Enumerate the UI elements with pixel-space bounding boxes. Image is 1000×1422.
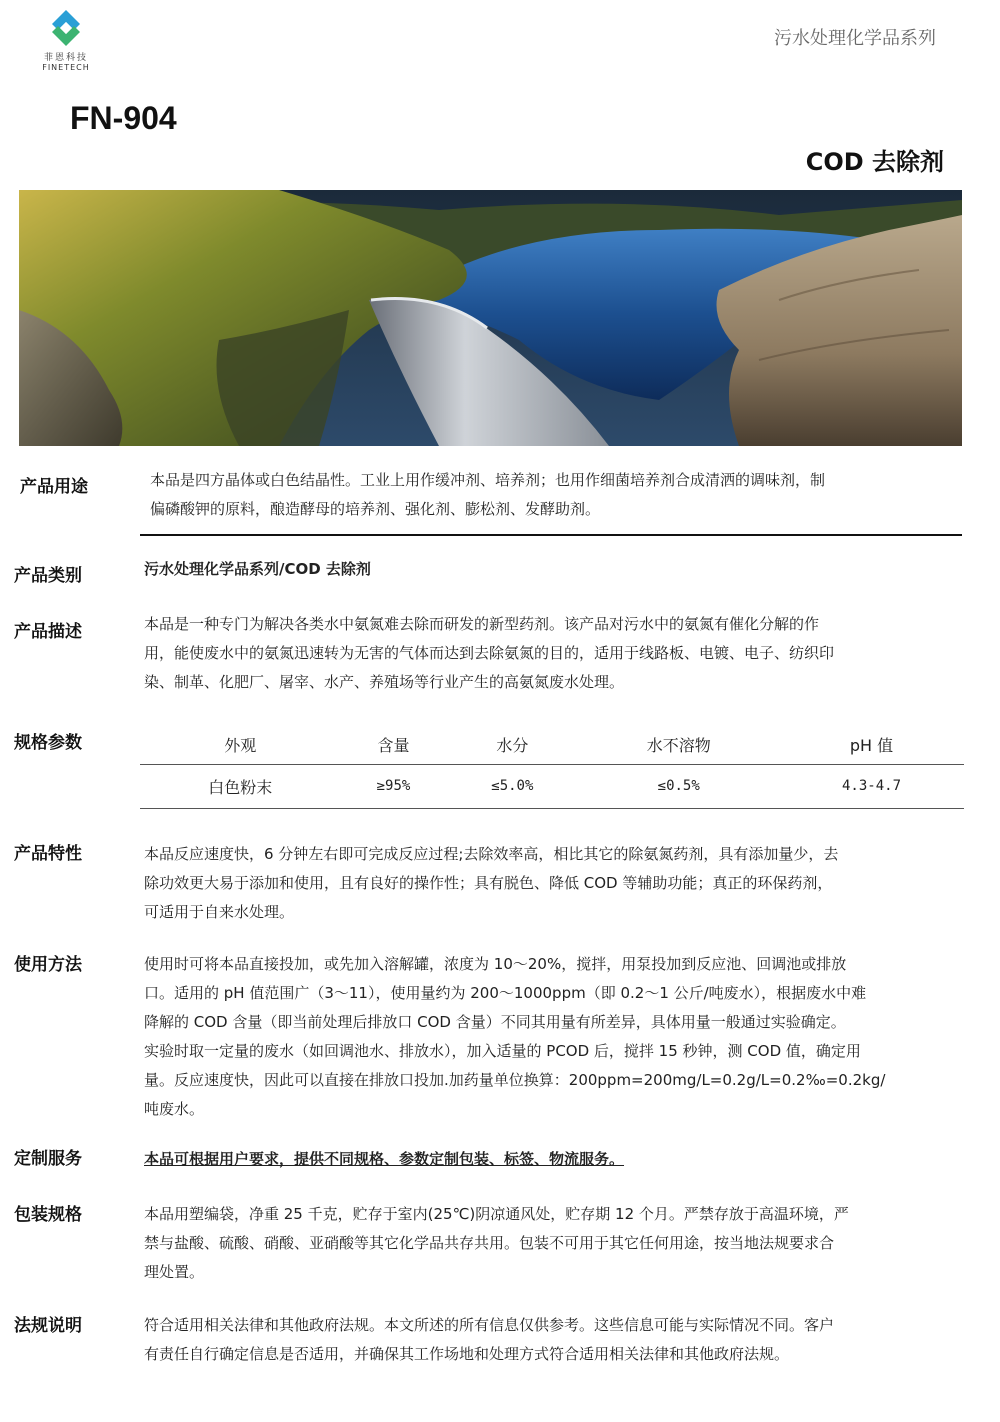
features-line: 可适用于自来水处理。 [144,903,295,921]
specs-header-cell: pH 值 [779,726,964,764]
series-title: 污水处理化学品系列 [774,28,936,49]
company-logo [36,8,96,80]
method-line: 吨废水。 [144,1100,205,1118]
logo-mark-icon [46,8,86,48]
method-line: 量。反应速度快，因此可以直接在排放口投加.加药量单位换算：200ppm=200mg/L=0.2g/L=0.2‰=0.2kg/ [144,1071,886,1089]
method-text [144,950,885,1124]
packaging-line: 禁与盐酸、硫酸、硝酸、亚硝酸等其它化学品共存共用。包装不可用于其它任何用途，按当地法规要求合 [144,1234,835,1252]
specs-header-cell: 水不溶物 [578,726,779,764]
logo-text-en: FINETECH [42,63,90,72]
specs-value-row [140,764,964,808]
category-label: 产品类别 [14,566,82,586]
usage-label: 产品用途 [20,477,88,497]
method-line: 使用时可将本品直接投加，或先加入溶解罐，浓度为 10～20%，搅拌，用泵投加到反应池、回调池或排放 [144,955,847,973]
category-text: 污水处理化学品系列/COD 去除剂 [144,560,371,578]
features-text [144,840,838,927]
features-line: 本品反应速度快，6 分钟左右即可完成反应过程;去除效率高，相比其它的除氨氮药剂，具有添加量少，去 [144,845,839,863]
description-line: 染、制革、化肥厂、屠宰、水产、养殖场等行业产生的高氨氮废水处理。 [144,673,625,691]
section-divider [140,534,962,536]
description-line: 本品是一种专门为解决各类水中氨氮难去除而研发的新型药剂。该产品对污水中的氨氮有催化分解的作 [144,615,820,633]
hero-dam-image [19,190,962,446]
custom-text: 本品可根据用户要求，提供不同规格、参数定制包装、标签、物流服务。 [144,1150,625,1168]
regulation-line: 有责任自行确定信息是否适用，并确保其工作场地和处理方式符合适用相关法律和其他政府法规。 [144,1345,790,1363]
specs-value-cell: 4.3-4.7 [779,764,964,808]
description-label: 产品描述 [14,622,82,642]
usage-line: 偏磷酸钾的原料，酿造酵母的培养剂、强化剂、膨松剂、发酵助剂。 [150,500,601,518]
specs-label: 规格参数 [14,733,82,753]
logo-text-cn: 菲恩科技 [43,53,88,63]
packaging-line: 本品用塑编袋，净重 25 千克，贮存于室内(25℃)阴凉通风处，贮存期 12 个月。严禁存放于高温环境，严 [144,1205,849,1223]
method-line: 实验时取一定量的废水（如回调池水、排放水），加入适量的 PCOD 后，搅拌 15 秒钟，测 COD 值，确定用 [144,1042,861,1060]
description-line: 用，能使废水中的氨氮迅速转为无害的气体而达到去除氨氮的目的，适用于线路板、电镀、电子、纺织印 [144,644,835,662]
product-name: COD 去除剂 [805,148,944,176]
packaging-label: 包装规格 [14,1205,82,1225]
method-label: 使用方法 [14,955,82,975]
description-text [144,610,834,697]
specs-header-row [140,726,964,764]
packaging-text [144,1200,849,1287]
usage-line: 本品是四方晶体或白色结晶性。工业上用作缓冲剂、培养剂；也用作细菌培养剂合成清洒的调味剂，制 [150,471,826,489]
features-line: 除功效更大易于添加和使用，且有良好的操作性；具有脱色、降低 COD 等辅助功能；真正的环保药剂， [144,874,833,892]
specs-header-cell: 水分 [446,726,578,764]
method-line: 口。适用的 pH 值范围广（3～11），使用量约为 200～1000ppm（即 0.2～1 公斤/吨废水），根据废水中难 [144,984,867,1002]
usage-text [150,466,825,524]
regulation-line: 符合适用相关法律和其他政府法规。本文所述的所有信息仅供参考。这些信息可能与实际情况不同。客户 [144,1316,835,1334]
features-label: 产品特性 [14,844,82,864]
regulation-label: 法规说明 [14,1316,82,1336]
model-number: FN-904 [70,100,177,136]
specs-value-cell: ≤5.0% [446,764,578,808]
specs-header-cell: 外观 [140,726,341,764]
specs-table [140,726,964,809]
specs-header-cell: 含量 [341,726,447,764]
specs-value-cell: ≥95% [341,764,447,808]
packaging-line: 理处置。 [144,1263,205,1281]
regulation-text [144,1311,834,1369]
specs-value-cell: 白色粉末 [140,764,341,808]
specs-value-cell: ≤0.5% [578,764,779,808]
custom-label: 定制服务 [14,1149,82,1169]
method-line: 降解的 COD 含量（即当前处理后排放口 COD 含量）不同其用量有所差异，具体用量一般通过实验确定。 [144,1013,846,1031]
